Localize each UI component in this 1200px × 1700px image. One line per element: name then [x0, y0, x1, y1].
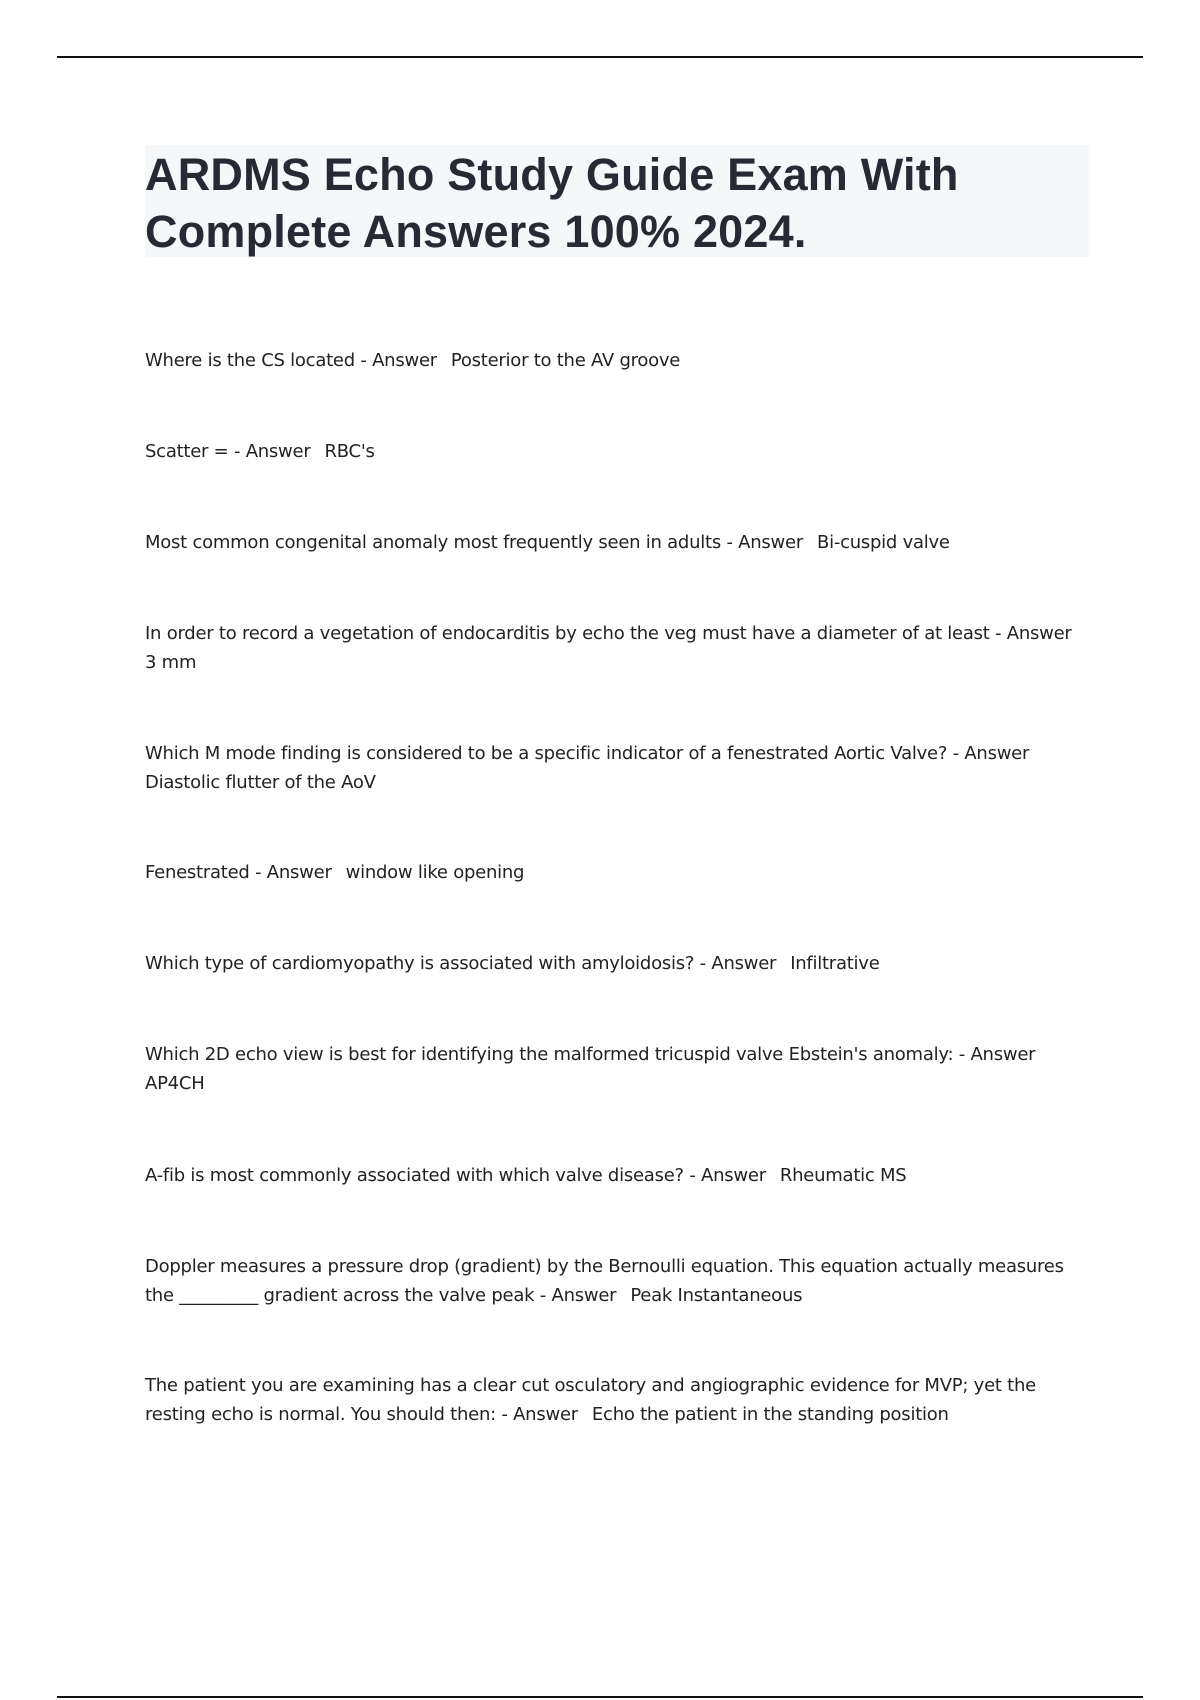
qa-item: [145, 528, 1095, 557]
qa-item: [145, 1252, 1095, 1310]
question: A-fib is most commonly associated with which valve disease?: [145, 1165, 684, 1186]
answer-marker: - Answer: [539, 1285, 617, 1306]
answer-marker: - Answer: [699, 953, 777, 974]
answer: Infiltrative: [790, 953, 880, 974]
qa-item: [145, 739, 1095, 797]
question: Doppler measures a pressure drop (gradient) by the Bernoulli equation. This equation actually measures the _________ gradient across the valve peak: [145, 1256, 1064, 1306]
top-rule: [57, 56, 1143, 58]
answer: Bi-cuspid valve: [816, 532, 950, 553]
answer-marker: - Answer: [995, 623, 1072, 644]
question: Which type of cardiomyopathy is associated with amyloidosis?: [145, 953, 695, 974]
bottom-rule: [57, 1696, 1143, 1698]
answer-marker: - Answer: [501, 1404, 578, 1425]
qa-item: [145, 346, 1095, 375]
title-block: [145, 145, 1089, 257]
answer-marker: - Answer: [255, 862, 332, 883]
answer: Peak Instantaneous: [630, 1285, 803, 1306]
title-line-1: ARDMS Echo Study Guide Exam With: [145, 149, 959, 200]
answer: Posterior to the AV groove: [450, 350, 681, 371]
qa-item: [145, 437, 1095, 466]
answer-marker: - Answer: [958, 1044, 1036, 1065]
answer: AP4CH: [145, 1073, 205, 1094]
answer-marker: - Answer: [689, 1165, 766, 1186]
answer-marker: - Answer: [360, 350, 437, 371]
qa-item: [145, 949, 1095, 978]
question: Which 2D echo view is best for identifying the malformed tricuspid valve Ebstein's anomaly:: [145, 1044, 954, 1065]
answer-marker: - Answer: [952, 743, 1030, 764]
answer: Echo the patient in the standing position: [591, 1404, 949, 1425]
question: Fenestrated: [145, 862, 250, 883]
question: The patient you are examining has a clear cut osculatory and angiographic evidence for MVP; yet the resting echo is normal. You should then:: [145, 1375, 1036, 1425]
document-title: [145, 145, 1089, 260]
qa-item: [145, 1040, 1095, 1098]
answer-marker: - Answer: [233, 441, 311, 462]
question: Most common congenital anomaly most frequently seen in adults: [145, 532, 721, 553]
answer: 3 mm: [145, 652, 197, 673]
answer: RBC's: [324, 441, 375, 462]
question: Where is the CS located: [145, 350, 355, 371]
qa-item: [145, 1371, 1095, 1429]
qa-item: [145, 858, 1095, 887]
question: In order to record a vegetation of endocarditis by echo the veg must have a diameter of at least: [145, 623, 990, 644]
question: Which M mode finding is considered to be a specific indicator of a fenestrated Aortic Valve?: [145, 743, 948, 764]
question: Scatter =: [145, 441, 229, 462]
qa-item: [145, 619, 1095, 677]
answer-marker: - Answer: [726, 532, 803, 553]
qa-item: [145, 1161, 1095, 1190]
answer: Rheumatic MS: [779, 1165, 907, 1186]
answer: window like opening: [345, 862, 525, 883]
title-line-2: Complete Answers 100% 2024.: [145, 206, 807, 257]
answer: Diastolic flutter of the AoV: [145, 772, 376, 793]
